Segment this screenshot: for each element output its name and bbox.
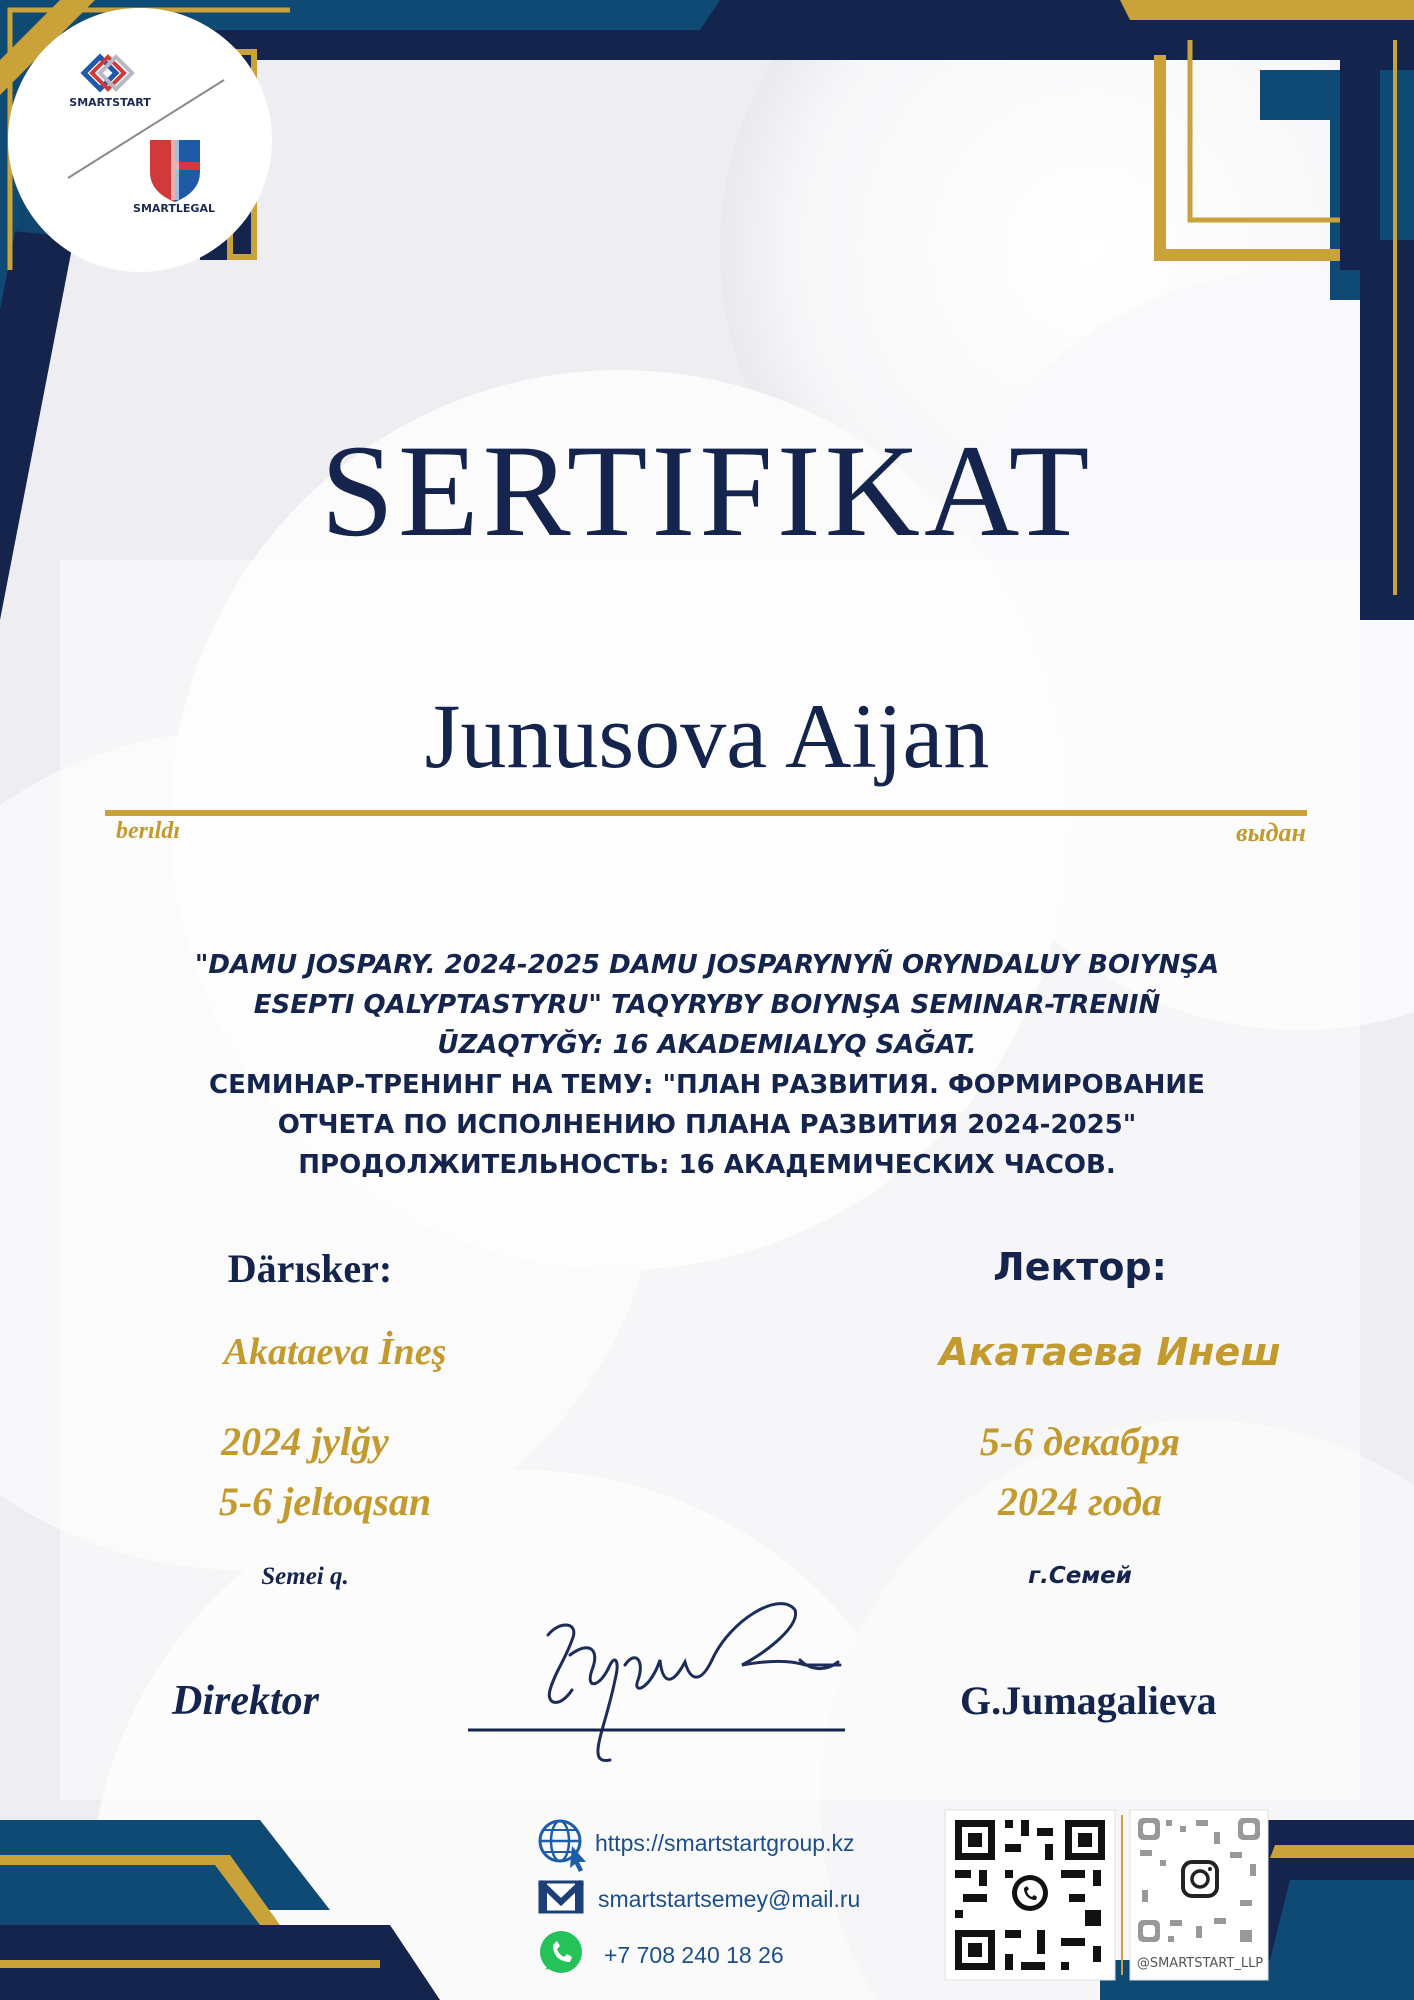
city-kz: Semei q.	[261, 1563, 349, 1590]
smartstart-logo-text: SMARTSTART	[69, 96, 151, 109]
description-line: "DAMU JOSPARY. 2024-2025 DAMU JOSPARYNYÑ ORYNDALUY BOIYNŞA	[194, 950, 1220, 980]
description-line: ОТЧЕТА ПО ИСПОЛНЕНИЮ ПЛАНА РАЗВИТИЯ 2024-2025"	[277, 1110, 1137, 1140]
certificate-title: SERTIFIKAT	[320, 417, 1094, 564]
recipient-name: Junusova Aijan	[424, 685, 990, 787]
recipient-underline	[105, 810, 1307, 816]
director-title: Direktor	[172, 1678, 319, 1724]
lecturer-name-ru: Акатаева Инеш	[939, 1330, 1281, 1374]
description-line: СЕМИНАР-ТРЕНИНГ НА ТЕМУ: "ПЛАН РАЗВИТИЯ. ФОРМИРОВАНИЕ	[209, 1070, 1205, 1100]
smartlegal-logo-text: SMARTLEGAL	[133, 202, 215, 215]
issued-label-ru: выдан	[1236, 818, 1306, 847]
city-ru: г.Семей	[1028, 1563, 1132, 1589]
director-name: G.Jumagalieva	[960, 1678, 1217, 1723]
description-line: ESEPTI QALYPTASTYRU" TAQYRYBY BOIYNŞA SEMINAR-TRENIÑ	[253, 990, 1161, 1020]
date-line2-ru: 2024 года	[997, 1479, 1163, 1524]
whatsapp-icon	[540, 1931, 582, 1973]
lecturer-name-kz: Akataeva İneş	[223, 1331, 447, 1373]
description-line: ŪZAQTYĞY: 16 AKADEMIALYQ SAĞAT.	[437, 1030, 977, 1060]
date-line1-ru: 5-6 декабря	[979, 1419, 1181, 1464]
whatsapp-qr-code	[945, 1810, 1115, 1980]
instagram-qr-code	[1130, 1810, 1268, 1980]
date-line2-kz: 5-6 jeltoqsan	[218, 1479, 432, 1524]
phone-number[interactable]: +7 708 240 18 26	[604, 1942, 784, 1968]
course-description	[120, 945, 1294, 1185]
lecturer-label-ru: Лектор:	[993, 1245, 1167, 1289]
date-line1-kz: 2024 jylğy	[221, 1419, 389, 1464]
mail-icon	[540, 1882, 582, 1912]
website-link[interactable]: https://smartstartgroup.kz	[595, 1830, 855, 1856]
instagram-handle: @SMARTSTART_LLP	[1136, 1956, 1264, 1971]
lecturer-label-kz: Därısker:	[227, 1246, 393, 1291]
email-link[interactable]: smartstartsemey@mail.ru	[598, 1886, 861, 1912]
description-line: ПРОДОЛЖИТЕЛЬНОСТЬ: 16 АКАДЕМИЧЕСКИХ ЧАСОВ.	[298, 1150, 1116, 1180]
issued-label-kz: berıldı	[116, 818, 180, 844]
